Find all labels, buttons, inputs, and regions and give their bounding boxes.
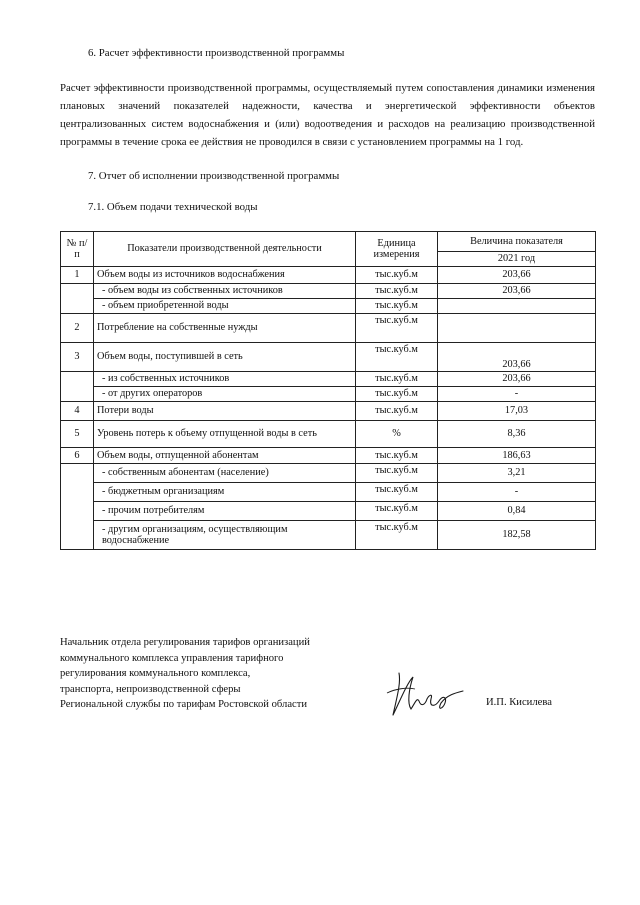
signer-line: Начальник отдела регулирования тарифов организаций [60, 637, 310, 648]
row-name: - собственным абонентам (население) [94, 464, 356, 483]
row-value: 203,66 [438, 343, 596, 372]
header-value: Величина показателя [438, 232, 596, 252]
signer-line: Региональной службы по тарифам Ростовской области [60, 699, 308, 710]
row-name: - прочим потребителям [94, 502, 356, 521]
signer-position [60, 635, 390, 713]
table-row [61, 502, 596, 521]
row-value: 203,66 [438, 267, 596, 284]
row-value: - [438, 483, 596, 502]
row-unit: тыс.куб.м [356, 299, 438, 314]
table-row [61, 521, 596, 550]
row-name: Объем воды, поступившей в сеть [94, 343, 356, 372]
table-row [61, 267, 596, 284]
row-unit: тыс.куб.м [356, 483, 438, 502]
table-row [61, 483, 596, 502]
table-header-row [61, 232, 596, 252]
row-value: 186,63 [438, 448, 596, 464]
row-name: Объем воды из источников водоснабжения [94, 267, 356, 284]
header-indicator: Показатели производственной деятельности [94, 232, 356, 267]
row-name: - бюджетным организациям [94, 483, 356, 502]
table-row [61, 448, 596, 464]
row-value [438, 314, 596, 343]
row-unit: тыс.куб.м [356, 402, 438, 421]
header-year: 2021 год [438, 252, 596, 267]
signer-line: транспорта, непроизводственной сферы [60, 683, 241, 695]
section-7-1-heading: 7.1. Объем подачи технической воды [88, 201, 258, 213]
table-row [61, 402, 596, 421]
row-num [61, 372, 94, 402]
table-row [61, 421, 596, 448]
row-unit: тыс.куб.м [356, 521, 438, 550]
row-num: 2 [61, 314, 94, 343]
row-unit: тыс.куб.м [356, 387, 438, 402]
section-7-heading: 7. Отчет об исполнении производственной программы [88, 170, 340, 182]
row-num: 5 [61, 421, 94, 448]
section-6-heading: 6. Расчет эффективности производственной программы [88, 47, 345, 59]
water-supply-table [60, 231, 596, 550]
table-row [61, 314, 596, 343]
row-num [61, 464, 94, 550]
row-name: - другим организациям, осуществляющим водоснабжение [94, 521, 356, 550]
row-name: Потери воды [94, 402, 356, 421]
table-row [61, 387, 596, 402]
row-value: 182,58 [438, 521, 596, 550]
row-value [438, 299, 596, 314]
row-name: - от других операторов [94, 387, 356, 402]
row-num [61, 284, 94, 314]
row-name: Уровень потерь к объему отпущенной воды в сеть [94, 421, 356, 448]
signer-line: регулирования коммунального комплекса, [60, 668, 251, 679]
row-unit: тыс.куб.м [356, 343, 438, 372]
row-unit: тыс.куб.м [356, 448, 438, 464]
row-value: 203,66 [438, 284, 596, 299]
row-unit: тыс.куб.м [356, 267, 438, 284]
table-row [61, 284, 596, 299]
row-unit: тыс.куб.м [356, 372, 438, 387]
header-num: № п/п [61, 232, 94, 267]
row-num: 4 [61, 402, 94, 421]
row-name: - объем воды из собственных источников [94, 284, 356, 299]
row-value: 17,03 [438, 402, 596, 421]
signer-line: коммунального комплекса управления тарифного [60, 652, 284, 664]
table-row [61, 464, 596, 483]
row-num: 3 [61, 343, 94, 372]
row-name: - из собственных источников [94, 372, 356, 387]
row-name: Потребление на собственные нужды [94, 314, 356, 343]
row-unit: тыс.куб.м [356, 284, 438, 299]
row-name: Объем воды, отпущенной абонентам [94, 448, 356, 464]
row-unit: тыс.куб.м [356, 464, 438, 483]
row-unit: тыс.куб.м [356, 314, 438, 343]
row-unit: % [356, 421, 438, 448]
row-unit: тыс.куб.м [356, 502, 438, 521]
header-unit: Единица измерения [356, 232, 438, 267]
table-row [61, 372, 596, 387]
row-name: - объем приобретенной воды [94, 299, 356, 314]
table-row [61, 343, 596, 372]
table-row [61, 299, 596, 314]
row-value: 3,21 [438, 464, 596, 483]
row-value: - [438, 387, 596, 402]
row-value: 203,66 [438, 372, 596, 387]
signer-name: И.П. Кисилева [486, 697, 552, 708]
row-value: 8,36 [438, 421, 596, 448]
row-num: 1 [61, 267, 94, 284]
section-6-paragraph: Расчет эффективности производственной программы, осуществляемый путем сопоставления динамики изменения плановых значений показателей надежности, качества и энергетической эффективности объектов централизованных систем водоснабжения и (или) водоотведения и расходов на реализацию производственной программы в течение срока ее действия не проводился в связи с установлением программы на 1 год. [60, 82, 595, 148]
row-value: 0,84 [438, 502, 596, 521]
handwritten-signature [385, 663, 465, 721]
row-num: 6 [61, 448, 94, 464]
